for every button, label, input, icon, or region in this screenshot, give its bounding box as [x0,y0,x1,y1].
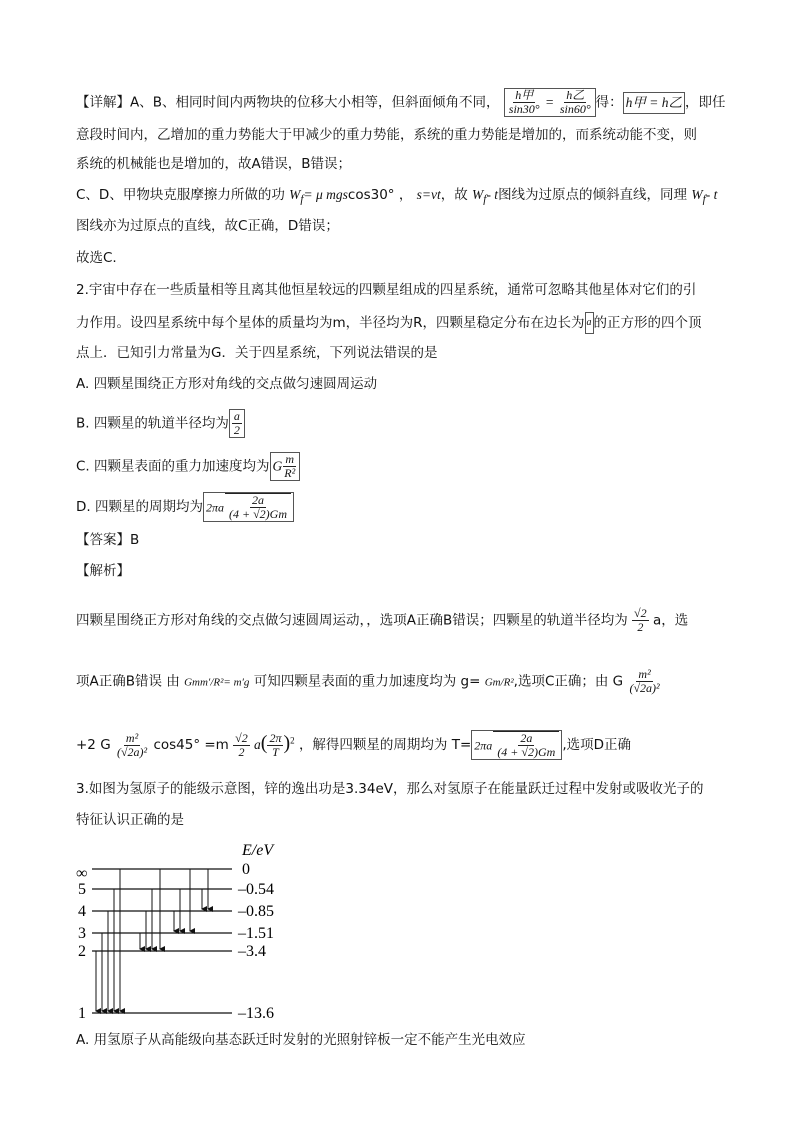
frac-num: a [233,409,240,423]
energy-label: –0.85 [238,903,274,920]
text: 得： [595,94,623,111]
frac-num: 2π [269,730,282,745]
frac-num: √2 [634,606,647,620]
detail-label: 【详解】 [76,94,130,111]
detail-line-3: 系统的机械能也是增加的，故A错误，B错误； [76,156,351,172]
symbol: G [272,458,283,474]
n-label: 3 [78,925,86,942]
frac-num: m [285,452,295,466]
n-label: ∞ [76,865,88,882]
text: ,选项C正确；由 G [513,673,624,690]
formula-box-a: a [585,312,594,334]
text: cos30° ， [347,187,413,203]
formula: = μ mgs [303,187,348,202]
n-label: 4 [78,903,86,920]
frac-den: T [272,744,279,759]
text: C、D、甲物块克服摩擦力所做的功 [76,187,285,203]
frac-den: (√2a)² [629,681,660,695]
equals: = [545,94,554,110]
energy-level-diagram [70,838,310,1028]
text: 力作用。设四星系统中每个星体的质量均为m，半径均为R，四颗星稳定分布在边长为 [76,315,585,331]
energy-label: –13.6 [238,1005,274,1022]
q2-analysis-3: +2 G $\frac{\text{m²}}{\text{(√2a)²}}$ cos45° =m $\frac{√2}{2}$ a( $\frac{2\pi}{T}$ )$^2$ ，解得四颗星的周期均为 T= 2πa $\frac{2a}{(4 + √2)Gm}$ ,选项D正确 [76,730,632,759]
detail-line-2: 意段时间内，乙增加的重力势能大于甲减少的重力势能，系统的重力势能是增加的，而系统动能不变，则 [76,127,697,143]
q2-option-a: A. 四颗星围绕正方形对角线的交点做匀速圆周运动 [76,376,378,392]
q2-stem-1: 2.宇宙中存在一些质量相等且离其他恒星较远的四颗星组成的四星系统，通常可忽略其他星体对它们的引 [76,282,697,298]
q2-analysis-2 [76,668,662,695]
frac-num: 2a [520,731,533,745]
n-label: 1 [78,1005,86,1022]
frac-den: 2 [238,744,245,759]
frac-num: m² [638,667,651,681]
frac-den: R² [284,466,296,480]
symbol: 2πa [474,738,493,753]
q2-answer: 【答案】B [76,532,140,548]
text: cos45° =m [153,737,229,753]
n-labels [76,865,87,1022]
text: C. 四颗星表面的重力加速度均为 [76,458,270,475]
frac-den: 2 [637,620,644,634]
text: D. 四颗星的周期均为 [76,499,203,515]
text: a，选 [652,612,689,629]
sub: f [483,193,487,206]
text: 的正方形的四个顶 [593,315,702,331]
detail-line-1 [76,88,726,117]
symbol: a [254,737,261,752]
q2-stem-3: 点上．已知引力常量为G．关于四星系统，下列说法错误的是 [76,345,438,361]
frac-num: √2 [235,730,248,745]
text: ，故 [440,187,468,203]
energy-label: –0.54 [238,881,274,898]
text: 可知四颗星表面的重力加速度均为 g= [253,673,481,690]
q3-stem-1: 3.如图为氢原子的能级示意图，锌的逸出功是3.34eV，那么对氢原子在能量跃迁过程中发射或吸收光子的 [76,781,704,797]
symbol: 2πa [205,500,224,515]
q2-option-d [76,492,294,522]
text: A、B、相同时间内两物块的位移大小相等，但斜面倾角不同， [130,94,500,111]
text: 图线为过原点的倾斜直线，同理 [498,187,688,203]
q2-option-b [76,409,245,438]
q3-option-a: A. 用氢原子从高能级向基态跃迁时发射的光照射锌板一定不能产生光电效应 [76,1032,526,1048]
formula: s=vt [416,187,441,202]
sub: f [702,193,706,206]
text: ,选项D正确 [562,737,632,753]
frac-den: sin30° [508,102,540,116]
text: 项A正确B错误 由 [76,673,180,690]
frac-den: sin60° [559,102,591,116]
q2-analysis-label: 【解析】 [76,563,130,579]
frac-den: (4 + √2)Gm [497,745,556,759]
energy-labels [237,861,274,1022]
q2-option-c [76,452,300,481]
text: ，解得四颗星的周期均为 T= [298,737,472,753]
frac-num: h乙 [566,88,585,102]
formula-box-h: h甲 = h乙 [623,92,685,114]
detail-line-5: 图线亦为过原点的直线，故C正确，D错误； [76,218,339,234]
formula: - t [486,187,499,202]
formula: Gmm′/R²= m′g [184,676,250,689]
formula: - t [705,187,718,202]
formula: Gm/R² [484,676,514,689]
n-label: 5 [78,881,86,898]
q2-stem-2 [76,312,702,334]
text: ，即任 [685,94,726,111]
frac-den: 2 [233,423,240,437]
level-lines [92,869,232,1013]
text: B. 四颗星的轨道半径均为 [76,415,229,432]
transition-arrows [96,869,208,1011]
energy-label: –1.51 [238,925,274,942]
q3-stem-2: 特征认识正确的是 [76,812,184,828]
frac-num: h甲 [515,88,534,102]
symbol: W [289,187,301,202]
symbol: W [472,187,484,202]
frac-den: (√2a)² [116,744,148,759]
formula-box-ratio [504,88,596,117]
text: 四颗星围绕正方形对角线的交点做匀速圆周运动，，选项A正确B错误；四颗星的轨道半径均为 [76,612,628,629]
frac-den: (4 + √2)Gm [229,507,288,521]
symbol: W [691,187,703,202]
axis-label: E/eV [242,842,274,859]
detail-line-4 [76,185,717,210]
text: +2 G [76,737,111,753]
energy-label: –3.4 [238,943,266,960]
frac-num: 2a [252,493,264,507]
n-label: 2 [78,943,86,960]
q2-analysis-1 [76,607,688,634]
frac-num: m² [125,730,139,745]
detail-line-6: 故选C. [76,250,117,266]
sub: f [300,193,304,206]
energy-label: 0 [242,861,250,878]
